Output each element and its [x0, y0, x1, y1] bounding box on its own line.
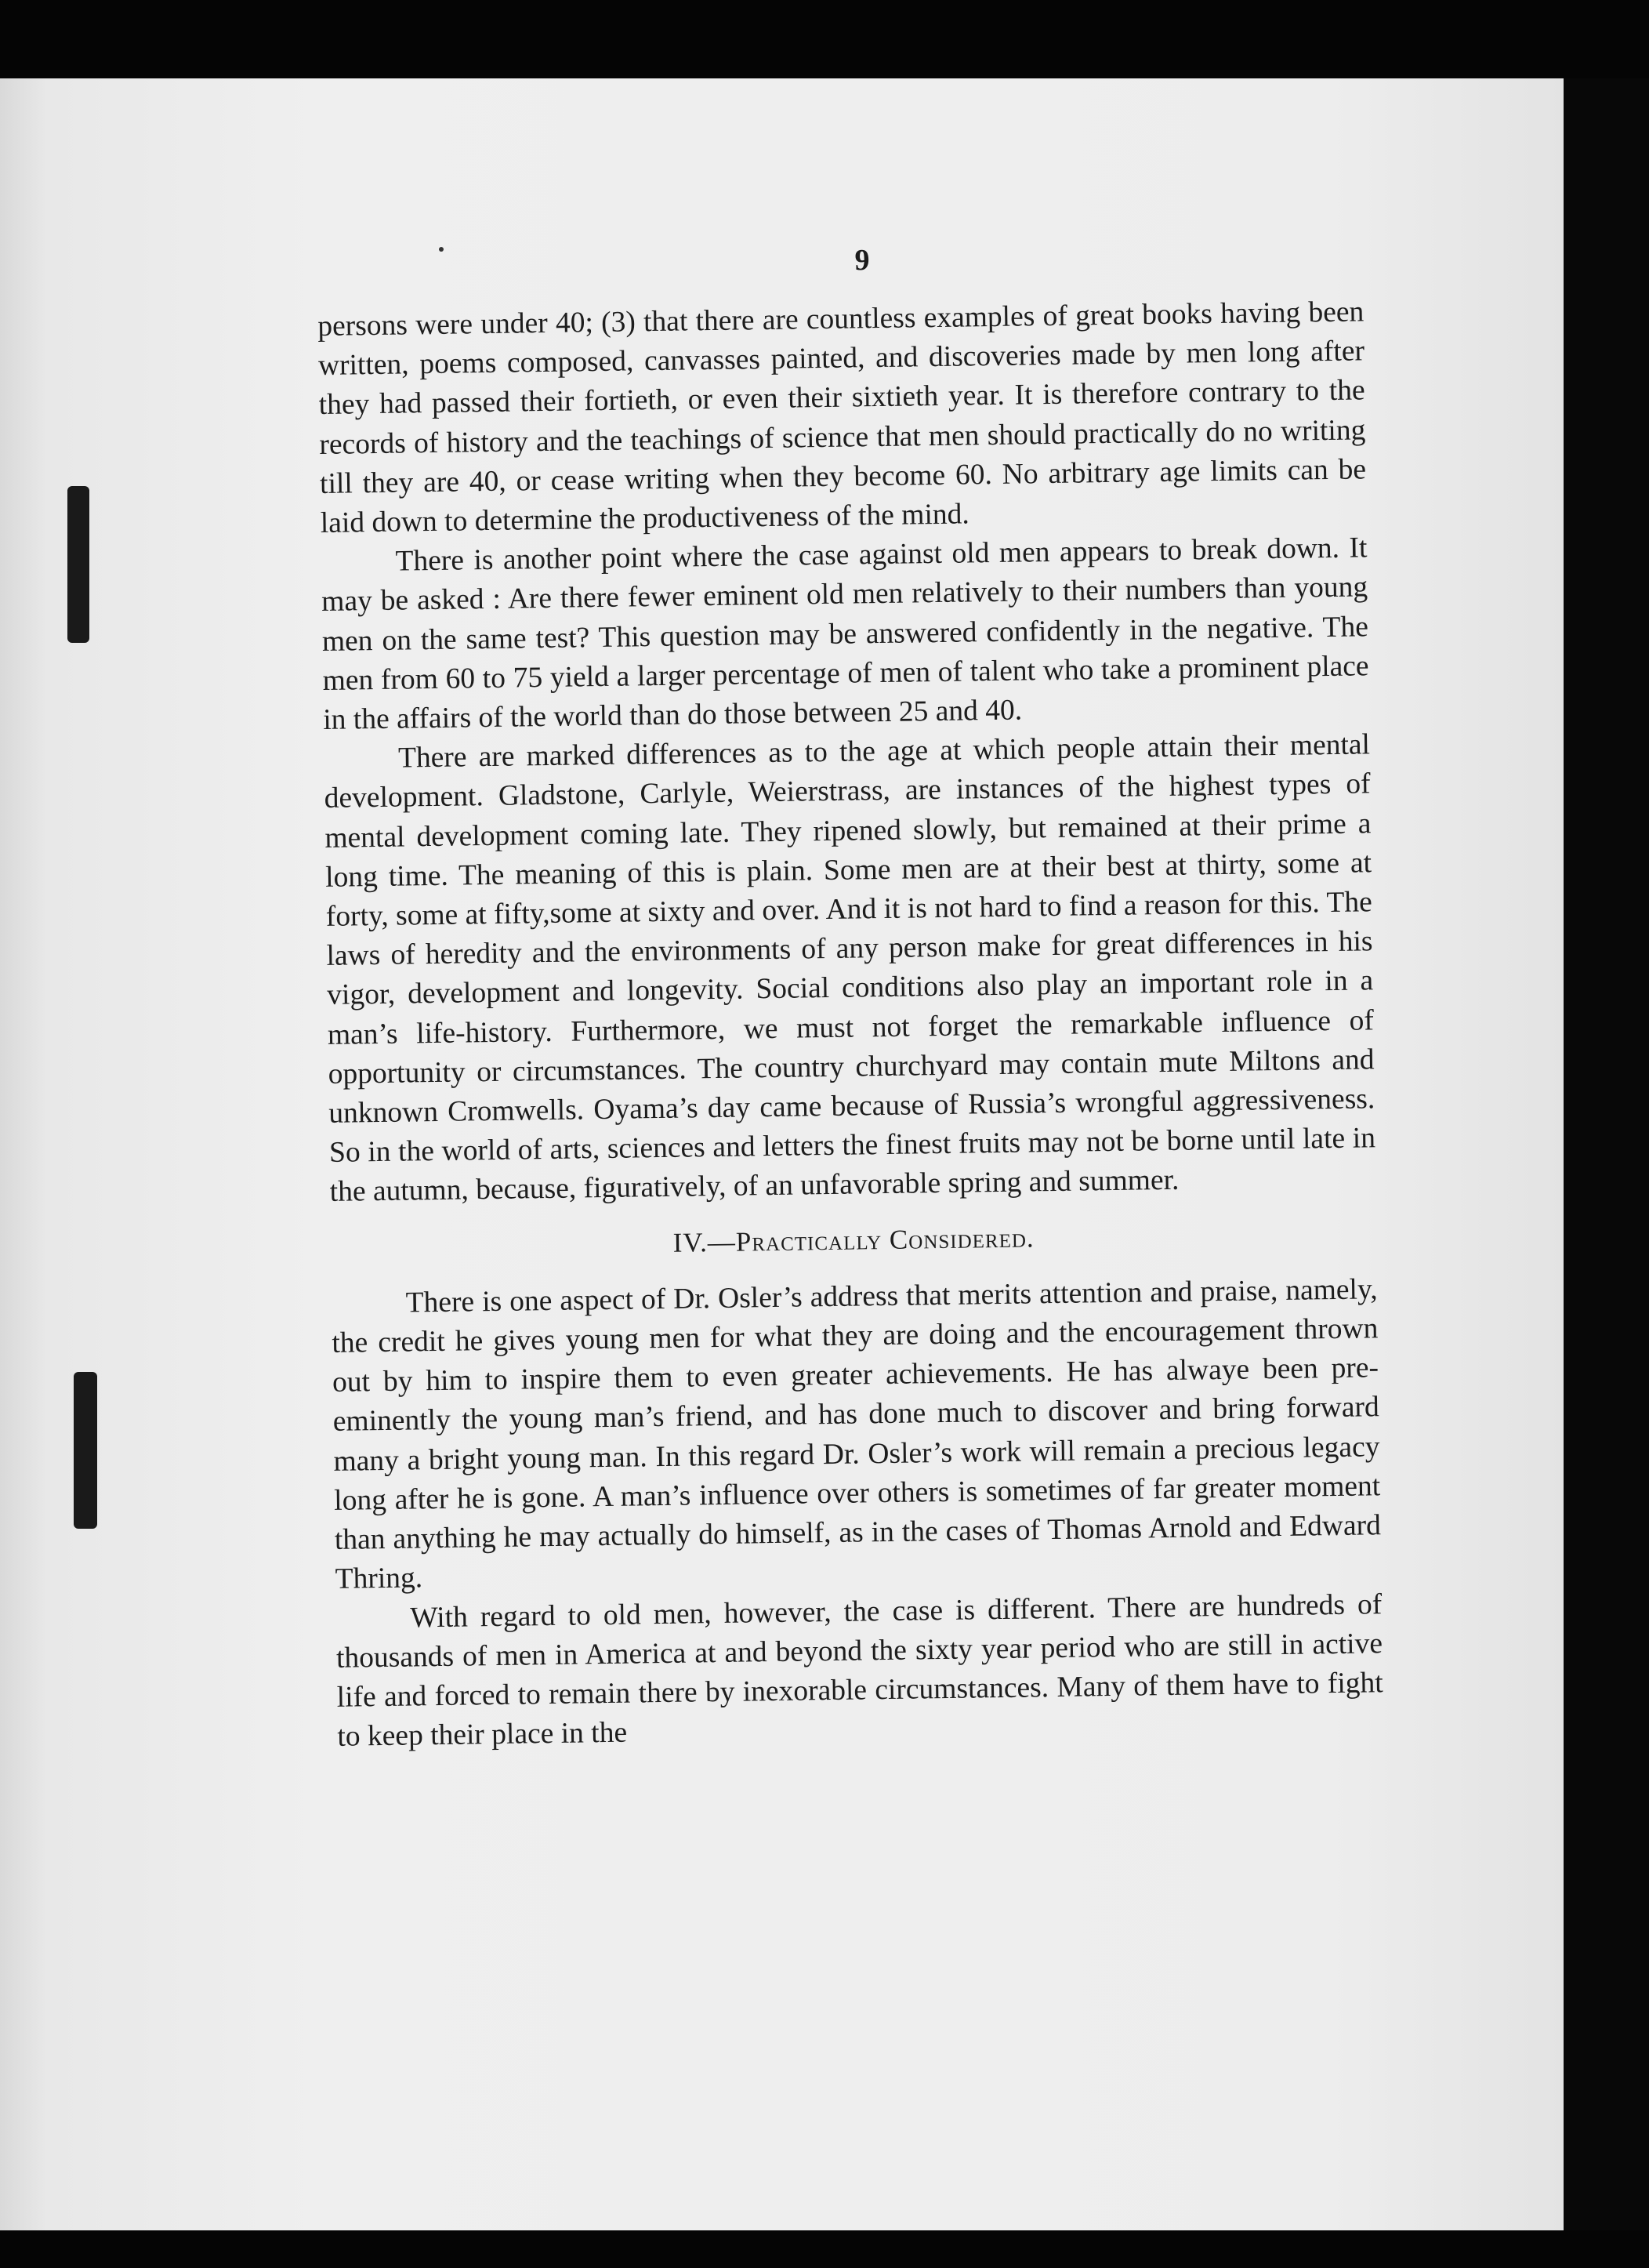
- paragraph-5: With regard to old men, however, the case is different. There are hundreds of thousands of men in America at and beyond the sixty year period who are still in active life and forced to remain there by inexorable circumstances. Many of them have to fight to keep their place in the: [335, 1588, 1383, 1753]
- ink-speck: [439, 247, 444, 252]
- binding-mark-top: [67, 486, 89, 643]
- paragraph-3: There are marked differences as to the age at which people attain their mental development. Gladstone, Carlyle, Weierstrass, are instances of the highest types of mental development coming late. They ripened slowly, but remained at their prime a long time. The meaning of this is plain. Some men are at their best at thirty, some at forty, some at fifty,some at sixty and over. And it is not hard to find a reason for this. The laws of heredity and the environments of any person make for great differences in his vigor, development and longevity. Social conditions also play an important role in a man’s life-history. Furthermore, we must not forget the remarkable influence of opportunity or circumstances. The country churchyard may contain mute Miltons and unknown Cromwells. Oyama’s day came because of Russia’s wrongful aggressiveness. So in the world of arts, sciences and letters the finest fruits may not be borne until late in the autumn, because, figuratively, of an unfavorable spring and summer.: [324, 728, 1376, 1209]
- body-text: [317, 292, 1384, 1757]
- section-heading: IV.—Practically Considered.: [672, 1222, 1035, 1258]
- paragraph-4: There is one aspect of Dr. Osler’s address that merits attention and praise, namely, the credit he gives young men for what they are doing and the encouragement thrown out by him to inspire them to even greater achievements. He has alwaye been pre-eminently the young man’s friend, and has done much to discover and bring forward many a bright young man. In this regard Dr. Osler’s work will remain a precious legacy long after he is gone. A man’s influence over others is sometimes of far greater moment than anything he may actually do himself, as in the cases of Thomas Arnold and Edward Thring.: [332, 1273, 1382, 1596]
- page-number: 9: [854, 244, 870, 277]
- paragraph-1: persons were under 40; (3) that there are countless examples of great books having been written, poems composed, canvasses painted, and discoveries made by men long after they had passed their fortieth, or even their sixtieth year. It is therefore contrary to the records of history and the teachings of science that men should practically do no writing till they are 40, or cease writing when they become 60. No arbitrary age limits can be laid down to determine the productiveness of the mind.: [317, 296, 1367, 539]
- scan-edge: [1564, 78, 1649, 2230]
- binding-mark-bottom: [74, 1372, 97, 1529]
- paragraph-2: There is another point where the case against old men appears to break down. It may be asked : Are there fewer eminent old men relatively to their numbers than young men on the same test? This question may be answered confidently in the negative. The men from 60 to 75 yield a larger percentage of men of talent who take a prominent place in the affairs of the world than do those between 25 and 40.: [321, 532, 1369, 736]
